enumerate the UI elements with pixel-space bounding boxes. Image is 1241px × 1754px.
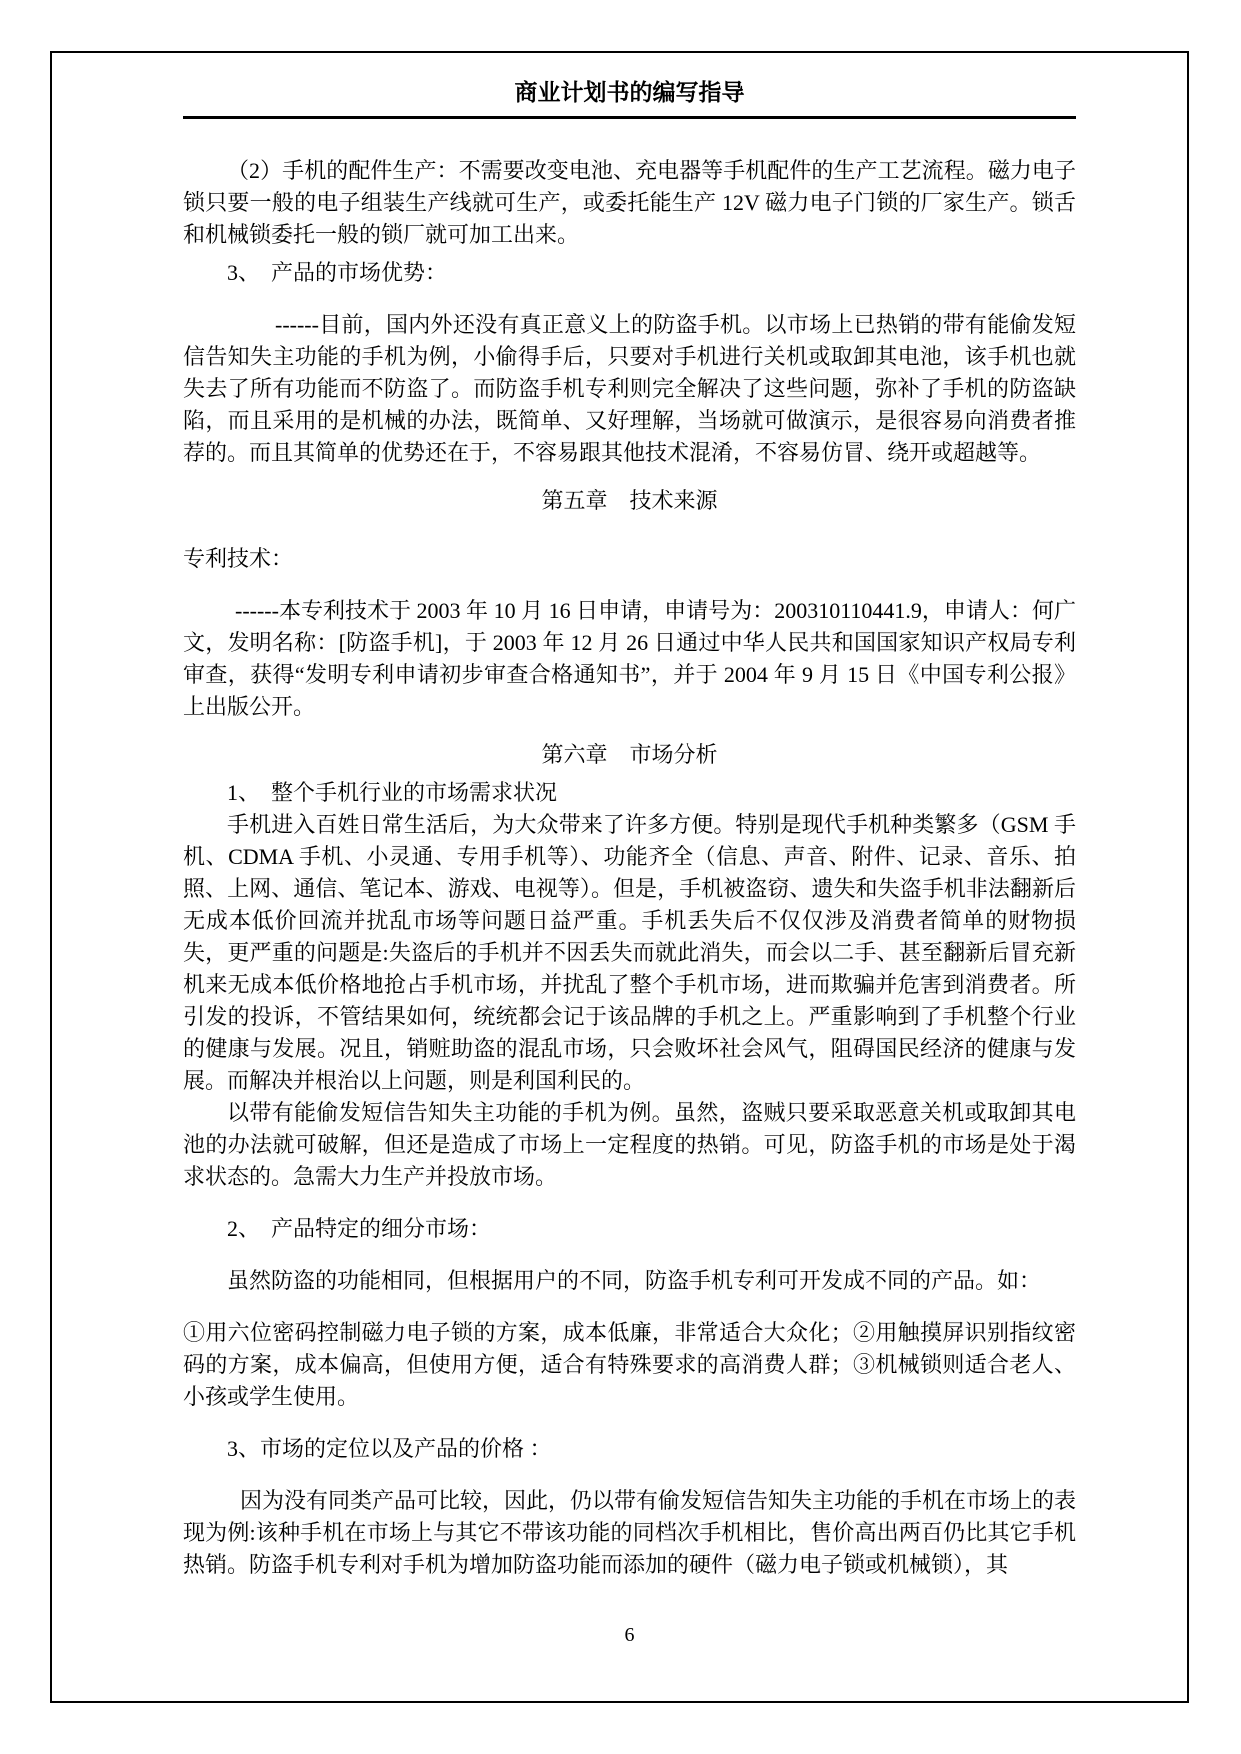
paragraph-sms-phone-example: 以带有能偷发短信告知失主功能的手机为例。虽然，盗贼只要采取恶意关机或取卸其电池的办法就可破解，但还是造成了市场上一定程度的热销。可见，防盗手机的市场是处于渴求状态的。急需大力生产并投放市场。 bbox=[183, 1100, 1076, 1189]
paragraph-positioning-detail: 因为没有同类产品可比较，因此，仍以带有偷发短信告知失主功能的手机在市场上的表现为例:该种手机在市场上与其它不带该功能的同档次手机相比，售价高出两百仍比其它手机热销。防盗手机专利对手机为增加防盗功能而添加的硬件（磁力电子锁或机械锁），其 bbox=[183, 1488, 1077, 1577]
page-title: 商业计划书的编写指导 bbox=[514, 80, 745, 105]
page-footer bbox=[183, 1622, 1076, 1648]
paragraph-accessory-production: （2）手机的配件生产：不需要改变电池、充电器等手机配件的生产工艺流程。磁力电子锁只要一般的电子组装生产线就可生产，或委托能生产 12V 磁力电子门锁的厂家生产。锁舌和机械锁委托一般的锁厂就可加工出来。 bbox=[183, 158, 1076, 247]
paragraph-industry-demand: 手机进入百姓日常生活后，为大众带来了许多方便。特别是现代手机种类繁多（GSM 手机、CDMA 手机、小灵通、专用手机等）、功能齐全（信息、声音、附件、记录、音乐、拍照、上网、通信、笔记本、游戏、电视等）。但是，手机被盗窃、遗失和失盗手机非法翻新后无成本低价回流并扰乱市场等问题日益严重。手机丢失后不仅仅涉及消费者简单的财物损失，更严重的问题是:失盗后的手机并不因丢失而就此消失，而会以二手、甚至翻新后冒充新机来无成本低价格地抢占手机市场，并扰乱了整个手机市场，进而欺骗并危害到消费者。所引发的投诉，不管结果如何，统统都会记于该品牌的手机之上。严重影响到了手机整个行业的健康与发展。况且，销赃助盗的混乱市场，只会败坏社会风气，阻碍国民经济的健康与发展。而解决并根治以上问题，则是利国利民的。 bbox=[183, 812, 1076, 1093]
item-3-market-advantage: 3、 产品的市场优势： bbox=[227, 260, 448, 285]
item-2-market-segments: 2、 产品特定的细分市场： bbox=[227, 1216, 492, 1241]
item-3-positioning-price: 3、市场的定位以及产品的价格 ： bbox=[227, 1436, 552, 1461]
paragraph-market-advantage-detail: ------目前，国内外还没有真正意义上的防盗手机。以市场上已热销的带有能偷发短信告知失主功能的手机为例，小偷得手后，只要对手机进行关机或取卸其电池，该手机也就失去了所有功能而不防盗了。而防盗手机专利则完全解决了这些问题，弥补了手机的防盗缺陷，而且采用的是机械的办法，既简单、又好理解，当场就可做演示，是很容易向消费者推荐的。而且其简单的优势还在于，不容易跟其他技术混淆，不容易仿冒、绕开或超越等。 bbox=[183, 312, 1076, 465]
item-1-industry-demand: 1、 整个手机行业的市场需求状况 bbox=[227, 780, 558, 805]
chapter-5-heading: 第五章 技术来源 bbox=[541, 488, 718, 513]
patent-technology-label: 专利技术： bbox=[183, 546, 294, 571]
document-header bbox=[183, 0, 1076, 119]
paragraph-patent-details: ------本专利技术于 2003 年 10 月 16 日申请，申请号为：200310110441.9，申请人：何广文，发明名称：[防盗手机]，于 2003 年 12 月 26 日通过中华人民共和国国家知识产权局专利审查，获得“发明专利申请初步审查合格通知书”，并于 2004 年 9 月 15 日《中国专利公报》上出版公开。 bbox=[183, 598, 1076, 719]
chapter-6-heading: 第六章 市场分析 bbox=[541, 742, 718, 767]
paragraph-segments-intro: 虽然防盗的功能相同，但根据用户的不同，防盗手机专利可开发成不同的产品。如： bbox=[227, 1268, 1042, 1293]
paragraph-segment-options: ①用六位密码控制磁力电子锁的方案，成本低廉，非常适合大众化；②用触摸屏识别指纹密码的方案，成本偏高，但使用方便，适合有特殊要求的高消费人群；③机械锁则适合老人、小孩或学生使用。 bbox=[183, 1320, 1076, 1409]
document-content bbox=[183, 0, 1076, 1581]
page-number: 6 bbox=[624, 1624, 635, 1646]
